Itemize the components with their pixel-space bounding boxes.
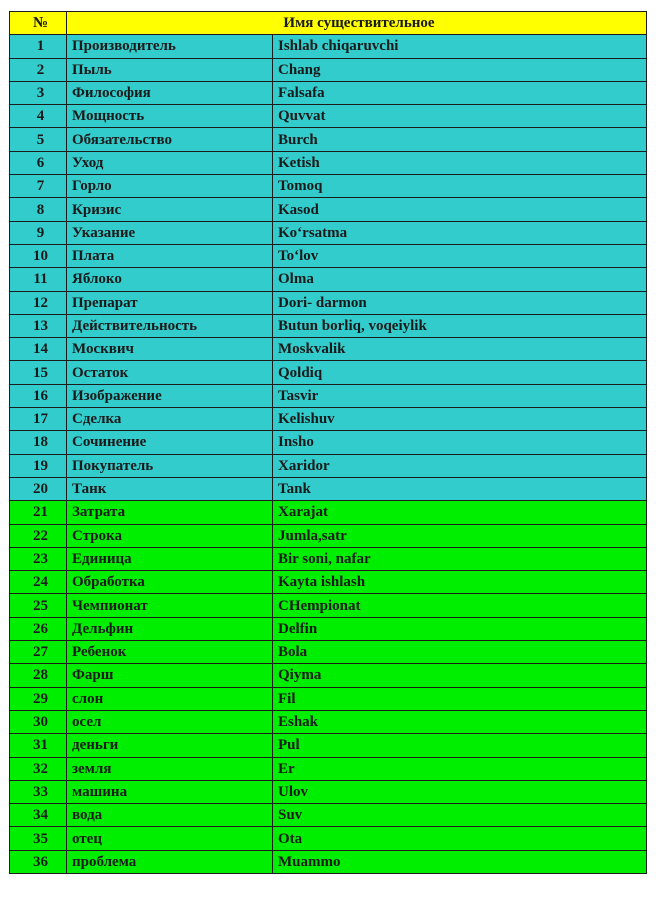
uzbek-translation: Ulov [273, 780, 647, 803]
russian-word: Фарш [67, 664, 273, 687]
russian-word: Танк [67, 477, 273, 500]
russian-word: Препарат [67, 291, 273, 314]
number-column-header: № [10, 12, 67, 35]
row-number: 29 [10, 687, 67, 710]
russian-word: Единица [67, 547, 273, 570]
row-number: 25 [10, 594, 67, 617]
table-row [10, 291, 647, 314]
russian-word: Обработка [67, 571, 273, 594]
table-row [10, 244, 647, 267]
row-number: 1 [10, 35, 67, 58]
row-number: 31 [10, 734, 67, 757]
uzbek-translation: Tank [273, 477, 647, 500]
row-number: 22 [10, 524, 67, 547]
russian-word: проблема [67, 850, 273, 873]
table-row [10, 175, 647, 198]
table-row [10, 757, 647, 780]
uzbek-translation: Falsafa [273, 81, 647, 104]
uzbek-translation: Qoldiq [273, 361, 647, 384]
russian-word: Философия [67, 81, 273, 104]
table-row [10, 827, 647, 850]
uzbek-translation: Muammo [273, 850, 647, 873]
uzbek-translation: Moskvalik [273, 338, 647, 361]
russian-word: вода [67, 804, 273, 827]
table-row [10, 664, 647, 687]
table-row [10, 454, 647, 477]
russian-word: отец [67, 827, 273, 850]
table-row [10, 687, 647, 710]
vocabulary-table [9, 11, 647, 874]
table-row [10, 780, 647, 803]
table-row [10, 501, 647, 524]
header-row [10, 12, 647, 35]
uzbek-translation: Olma [273, 268, 647, 291]
russian-word: Уход [67, 151, 273, 174]
uzbek-translation: Kelishuv [273, 408, 647, 431]
table-row [10, 151, 647, 174]
russian-word: Действительность [67, 314, 273, 337]
row-number: 36 [10, 850, 67, 873]
row-number: 16 [10, 384, 67, 407]
uzbek-translation: Er [273, 757, 647, 780]
uzbek-translation: Fil [273, 687, 647, 710]
uzbek-translation: Tomoq [273, 175, 647, 198]
russian-word: Строка [67, 524, 273, 547]
russian-word: Покупатель [67, 454, 273, 477]
row-number: 28 [10, 664, 67, 687]
table-row [10, 384, 647, 407]
uzbek-translation: Suv [273, 804, 647, 827]
uzbek-translation: Ko‘rsatma [273, 221, 647, 244]
row-number: 35 [10, 827, 67, 850]
table-row [10, 524, 647, 547]
russian-word: Яблоко [67, 268, 273, 291]
table-title: Имя существительное [67, 12, 647, 35]
uzbek-translation: Burch [273, 128, 647, 151]
uzbek-translation: Quvvat [273, 105, 647, 128]
russian-word: Москвич [67, 338, 273, 361]
russian-word: Ребенок [67, 641, 273, 664]
row-number: 17 [10, 408, 67, 431]
uzbek-translation: Bir soni, nafar [273, 547, 647, 570]
uzbek-translation: Chang [273, 58, 647, 81]
row-number: 4 [10, 105, 67, 128]
uzbek-translation: To‘lov [273, 244, 647, 267]
russian-word: Изображение [67, 384, 273, 407]
uzbek-translation: Kasod [273, 198, 647, 221]
uzbek-translation: Ota [273, 827, 647, 850]
table-row [10, 81, 647, 104]
row-number: 33 [10, 780, 67, 803]
row-number: 30 [10, 710, 67, 733]
row-number: 2 [10, 58, 67, 81]
row-number: 5 [10, 128, 67, 151]
row-number: 24 [10, 571, 67, 594]
russian-word: Производитель [67, 35, 273, 58]
table-row [10, 338, 647, 361]
row-number: 8 [10, 198, 67, 221]
row-number: 11 [10, 268, 67, 291]
uzbek-translation: Dori- darmon [273, 291, 647, 314]
russian-word: Горло [67, 175, 273, 198]
russian-word: Сочинение [67, 431, 273, 454]
table-row [10, 571, 647, 594]
row-number: 34 [10, 804, 67, 827]
row-number: 10 [10, 244, 67, 267]
uzbek-translation: Delfin [273, 617, 647, 640]
uzbek-translation: Jumla,satr [273, 524, 647, 547]
uzbek-translation: Kayta ishlash [273, 571, 647, 594]
row-number: 15 [10, 361, 67, 384]
uzbek-translation: Eshak [273, 710, 647, 733]
table-row [10, 35, 647, 58]
russian-word: Пыль [67, 58, 273, 81]
uzbek-translation: Ketish [273, 151, 647, 174]
russian-word: слон [67, 687, 273, 710]
russian-word: Указание [67, 221, 273, 244]
table-body [10, 35, 647, 874]
russian-word: земля [67, 757, 273, 780]
russian-word: Обязательство [67, 128, 273, 151]
russian-word: осел [67, 710, 273, 733]
uzbek-translation: Butun borliq, voqeiylik [273, 314, 647, 337]
table-row [10, 105, 647, 128]
table-row [10, 617, 647, 640]
russian-word: машина [67, 780, 273, 803]
row-number: 13 [10, 314, 67, 337]
table-row [10, 547, 647, 570]
russian-word: Затрата [67, 501, 273, 524]
uzbek-translation: Xaridor [273, 454, 647, 477]
row-number: 9 [10, 221, 67, 244]
table-row [10, 221, 647, 244]
uzbek-translation: Bola [273, 641, 647, 664]
table-row [10, 58, 647, 81]
russian-word: Мощность [67, 105, 273, 128]
table-row [10, 850, 647, 873]
table-row [10, 128, 647, 151]
table-row [10, 477, 647, 500]
row-number: 18 [10, 431, 67, 454]
table-row [10, 641, 647, 664]
russian-word: деньги [67, 734, 273, 757]
uzbek-translation: Qiyma [273, 664, 647, 687]
row-number: 27 [10, 641, 67, 664]
russian-word: Остаток [67, 361, 273, 384]
uzbek-translation: Xarajat [273, 501, 647, 524]
table-row [10, 431, 647, 454]
russian-word: Чемпионат [67, 594, 273, 617]
row-number: 6 [10, 151, 67, 174]
table-row [10, 314, 647, 337]
row-number: 32 [10, 757, 67, 780]
row-number: 23 [10, 547, 67, 570]
uzbek-translation: Ishlab chiqaruvchi [273, 35, 647, 58]
row-number: 26 [10, 617, 67, 640]
uzbek-translation: Tasvir [273, 384, 647, 407]
uzbek-translation: CHempionat [273, 594, 647, 617]
row-number: 20 [10, 477, 67, 500]
table-row [10, 408, 647, 431]
russian-word: Кризис [67, 198, 273, 221]
table-row [10, 710, 647, 733]
table-row [10, 268, 647, 291]
russian-word: Плата [67, 244, 273, 267]
row-number: 3 [10, 81, 67, 104]
table-row [10, 734, 647, 757]
uzbek-translation: Insho [273, 431, 647, 454]
uzbek-translation: Pul [273, 734, 647, 757]
table-row [10, 804, 647, 827]
row-number: 7 [10, 175, 67, 198]
russian-word: Сделка [67, 408, 273, 431]
table-row [10, 198, 647, 221]
row-number: 19 [10, 454, 67, 477]
table-row [10, 361, 647, 384]
russian-word: Дельфин [67, 617, 273, 640]
table-row [10, 594, 647, 617]
row-number: 21 [10, 501, 67, 524]
row-number: 14 [10, 338, 67, 361]
row-number: 12 [10, 291, 67, 314]
